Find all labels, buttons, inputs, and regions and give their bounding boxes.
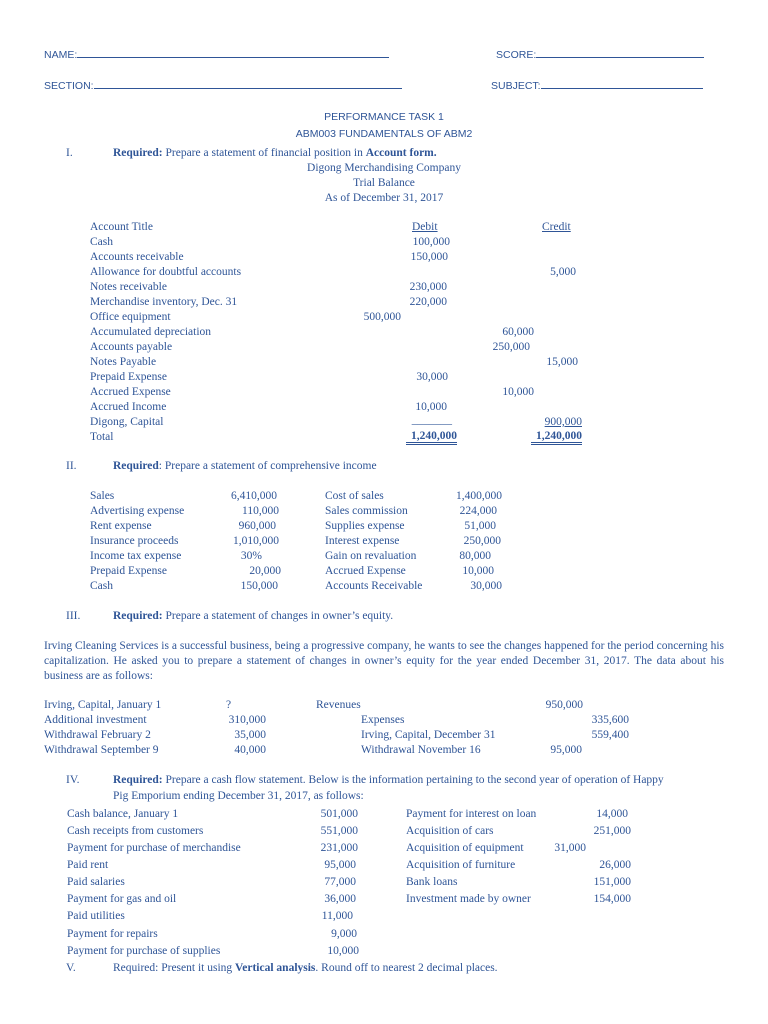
- tb-total-label: Total: [90, 431, 114, 443]
- company-name: Digong Merchandising Company: [307, 162, 461, 174]
- list-item-value: 551,000: [320, 825, 358, 837]
- tb-row-debit: 500,000: [363, 311, 401, 323]
- tb-row-debit: 100,000: [412, 236, 450, 248]
- list-item-name: Payment for repairs: [67, 928, 158, 940]
- list-item-value: 1,010,000: [233, 535, 279, 547]
- part1-requirement: [113, 146, 437, 160]
- score-blank: [536, 48, 704, 58]
- part1-number: I.: [66, 147, 73, 159]
- list-item-name: Irving, Capital, December 31: [361, 729, 496, 741]
- subject-blank: [541, 79, 703, 89]
- tb-total-credit: 1,240,000: [531, 430, 582, 445]
- list-item-value: 154,000: [593, 893, 631, 905]
- part2-req-label: Required: [113, 460, 159, 472]
- list-item-name: Irving, Capital, January 1: [44, 699, 162, 711]
- list-item-name: Income tax expense: [90, 550, 182, 562]
- list-item-value: 77,000: [324, 876, 356, 888]
- list-item-name: Revenues: [316, 699, 361, 711]
- tb-row-credit: 15,000: [546, 356, 578, 368]
- list-item-value: 10,000: [462, 565, 494, 577]
- list-item-name: Withdrawal September 9: [44, 744, 159, 756]
- tb-row-debit: 150,000: [410, 251, 448, 263]
- list-item-name: Insurance proceeds: [90, 535, 179, 547]
- col-account-title: Account Title: [90, 221, 153, 233]
- list-item-name: Acquisition of cars: [406, 825, 494, 837]
- section-label: SECTION:: [44, 80, 94, 92]
- section-field: [44, 79, 402, 93]
- tb-row-credit: 250,000: [492, 341, 530, 353]
- list-item-name: Paid utilities: [67, 910, 125, 922]
- subject-field: [491, 79, 703, 93]
- list-item-name: Paid rent: [67, 859, 109, 871]
- list-item-name: Withdrawal February 2: [44, 729, 151, 741]
- list-item-value: 150,000: [240, 580, 278, 592]
- part5-requirement: [113, 961, 498, 975]
- list-item-name: Sales: [90, 490, 115, 502]
- list-item-name: Interest expense: [325, 535, 400, 547]
- list-item-name: Investment made by owner: [406, 893, 531, 905]
- list-item-value: 950,000: [545, 699, 583, 711]
- subject-label: SUBJECT:: [491, 80, 541, 92]
- list-item-value: 10,000: [327, 945, 359, 957]
- list-item-name: Rent expense: [90, 520, 152, 532]
- tb-row-name: Accounts receivable: [90, 251, 184, 263]
- list-item-name: Sales commission: [325, 505, 408, 517]
- list-item-name: Cash balance, January 1: [67, 808, 179, 820]
- tb-row-name: Digong, Capital: [90, 416, 164, 428]
- col-debit: Debit: [412, 221, 438, 233]
- tb-row-name: Accrued Income: [90, 401, 167, 413]
- part2-req-text: : Prepare a statement of comprehensive income: [158, 460, 377, 472]
- list-item-name: Payment for purchase of merchandise: [67, 842, 241, 854]
- list-item-value: 501,000: [320, 808, 358, 820]
- list-item-value: 31,000: [554, 842, 586, 854]
- section-blank: [94, 79, 402, 89]
- list-item-name: Additional investment: [44, 714, 147, 726]
- name-label: NAME:: [44, 49, 78, 61]
- part4-req-label: Required:: [113, 774, 163, 786]
- course-title: ABM003 FUNDAMENTALS OF ABM2: [295, 128, 473, 140]
- list-item-value: 960,000: [238, 520, 276, 532]
- list-item-name: Prepaid Expense: [90, 565, 167, 577]
- list-item-value: 6,410,000: [231, 490, 277, 502]
- list-item-value: 95,000: [324, 859, 356, 871]
- tb-row-name: Accounts payable: [90, 341, 173, 353]
- part3-req-label: Required:: [113, 610, 163, 622]
- part4-number: IV.: [66, 774, 80, 786]
- list-item-value: 1,400,000: [456, 490, 502, 502]
- list-item-name: Gain on revaluation: [325, 550, 417, 562]
- tb-row-debit: 10,000: [415, 401, 447, 413]
- list-item-value: 559,400: [591, 729, 629, 741]
- score-field: [496, 48, 704, 62]
- list-item-value: 26,000: [599, 859, 631, 871]
- part4-req-text: Prepare a cash flow statement. Below is the information pertaining to the second year of operation of Happy: [162, 774, 664, 786]
- tb-row-name: Allowance for doubtful accounts: [90, 266, 242, 278]
- list-item-name: Bank loans: [406, 876, 458, 888]
- part5-number: V.: [66, 962, 76, 974]
- list-item-name: Cash receipts from customers: [67, 825, 204, 837]
- part1-req-bold: Account form.: [365, 147, 437, 159]
- list-item-name: Acquisition of furniture: [406, 859, 516, 871]
- list-item-value: 20,000: [249, 565, 281, 577]
- tb-row-credit: 60,000: [502, 326, 534, 338]
- tb-row-credit: 900,000: [544, 416, 582, 428]
- list-item-value: ?: [226, 699, 232, 711]
- part2-number: II.: [66, 460, 77, 472]
- task-title: PERFORMANCE TASK 1: [324, 111, 444, 123]
- tb-row-name: Notes Payable: [90, 356, 157, 368]
- tb-row-name: Accrued Expense: [90, 386, 171, 398]
- list-item-value: 224,000: [459, 505, 497, 517]
- trial-balance-date: As of December 31, 2017: [324, 192, 444, 204]
- list-item-name: Acquisition of equipment: [406, 842, 524, 854]
- tb-row-name: Merchandise inventory, Dec. 31: [90, 296, 238, 308]
- part3-number: III.: [66, 610, 81, 622]
- list-item-name: Cash: [90, 580, 113, 592]
- list-item-value: 80,000: [459, 550, 491, 562]
- list-item-name: Accrued Expense: [325, 565, 406, 577]
- tb-row-name: Notes receivable: [90, 281, 167, 293]
- list-item-value: 30%: [240, 550, 262, 562]
- tb-row-name: Accumulated depreciation: [90, 326, 212, 338]
- list-item-name: Payment for interest on loan: [406, 808, 537, 820]
- list-item-name: Accounts Receivable: [325, 580, 423, 592]
- list-item-value: 95,000: [550, 744, 582, 756]
- part5-req-bold: Vertical analysis: [235, 962, 316, 974]
- list-item-value: 250,000: [463, 535, 501, 547]
- part3-paragraph: Irving Cleaning Services is a successful business, being a progressive company, he wants to see the changes happened for the period concerning his capitalization. He asked you to prepare a statement of changes in owner’s equity for the year ended December 31, 2017. The data about his business are as follows:: [44, 640, 724, 682]
- tb-row-debit: _______: [411, 414, 452, 426]
- list-item-name: Paid salaries: [67, 876, 125, 888]
- tb-row-name: Prepaid Expense: [90, 371, 167, 383]
- list-item-value: 110,000: [242, 505, 279, 517]
- tb-row-credit: 10,000: [502, 386, 534, 398]
- name-field: [44, 48, 389, 62]
- list-item-name: Payment for gas and oil: [67, 893, 177, 905]
- list-item-name: Withdrawal November 16: [361, 744, 481, 756]
- part1-req-label: Required:: [113, 147, 163, 159]
- tb-row-debit: 230,000: [409, 281, 447, 293]
- list-item-name: Supplies expense: [325, 520, 405, 532]
- col-credit: Credit: [542, 221, 571, 233]
- list-item-value: 310,000: [228, 714, 266, 726]
- part3-requirement: [113, 609, 393, 623]
- tb-row-name: Office equipment: [90, 311, 171, 323]
- tb-row-debit: 220,000: [409, 296, 447, 308]
- list-item-value: 30,000: [470, 580, 502, 592]
- part3-req-text: Prepare a statement of changes in owner’s equity.: [162, 610, 394, 622]
- list-item-value: 36,000: [324, 893, 356, 905]
- part2-requirement: [113, 459, 377, 473]
- list-item-value: 14,000: [596, 808, 628, 820]
- trial-balance-title: Trial Balance: [353, 177, 415, 189]
- part5-req-text: Required: Present it using: [113, 962, 236, 974]
- list-item-value: 51,000: [464, 520, 496, 532]
- list-item-value: 231,000: [320, 842, 358, 854]
- list-item-name: Cost of sales: [325, 490, 384, 502]
- list-item-value: 11,000: [321, 910, 353, 922]
- tb-row-credit: 5,000: [550, 266, 576, 278]
- tb-total-debit: 1,240,000: [406, 430, 457, 445]
- list-item-value: 9,000: [331, 928, 357, 940]
- name-blank: [77, 48, 389, 58]
- part1-req-text: Prepare a statement of financial position in: [162, 147, 366, 159]
- list-item-value: 151,000: [593, 876, 631, 888]
- tb-row-name: Cash: [90, 236, 113, 248]
- tb-row-debit: 30,000: [416, 371, 448, 383]
- part5-req-tail: . Round off to nearest 2 decimal places.: [315, 962, 498, 974]
- list-item-value: 251,000: [593, 825, 631, 837]
- list-item-name: Advertising expense: [90, 505, 185, 517]
- list-item-value: 335,600: [591, 714, 629, 726]
- list-item-value: 40,000: [234, 744, 266, 756]
- list-item-name: Payment for purchase of supplies: [67, 945, 221, 957]
- part4-requirement: [113, 773, 664, 787]
- part4-requirement-cont: Pig Emporium ending December 31, 2017, as follows:: [113, 790, 364, 802]
- list-item-value: 35,000: [234, 729, 266, 741]
- score-label: SCORE:: [496, 49, 537, 61]
- list-item-name: Expenses: [361, 714, 405, 726]
